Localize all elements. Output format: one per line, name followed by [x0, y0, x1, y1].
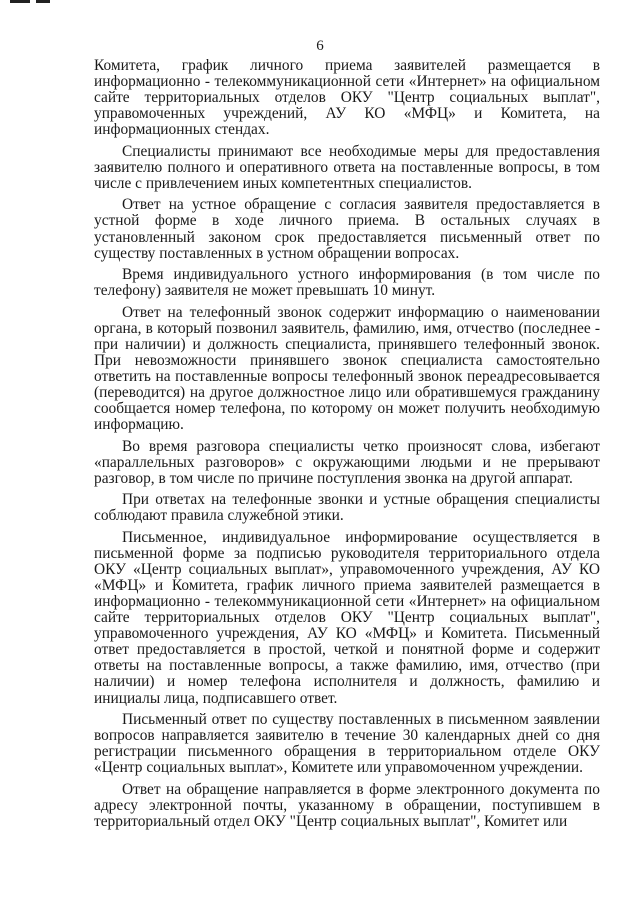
paragraph-10: Ответ на обращение направляется в форме электронного документа по адресу электронной почты, указанному в обращении, поступившем в территориальный отдел ОКУ "Центр социальных выплат", Комитет или — [94, 780, 600, 830]
page-number: 6 — [316, 38, 324, 54]
paragraph-8: Письменное, индивидуальное информирование осуществляется в письменной форме за подписью руководителя территориального отдела ОКУ «Центр социальных выплат», управомоченного учреждения, АУ КО «МФЦ» и Комитета, график личного приема заявителей размещается в информационно - телекоммуникационной сети «Интернет» на официальном сайте территориальных отделов ОКУ "Центр социальных выплат", управомоченного учреждения, АУ КО «МФЦ» и Комитета. Письменный ответ предоставляется в простой, четкой и понятной форме и содержит ответы на поставленные вопросы, а также фамилию, имя, отчество (при наличии) и номер телефона исполнителя и должность, фамилию и инициалы лица, подписавшего ответ. — [94, 528, 600, 707]
paragraph-6: Во время разговора специалисты четко произносят слова, избегают «параллельных разговоров» с окружающими людьми и не прерывают разговор, в том числе по причине поступления звонка на другой аппарат. — [94, 437, 600, 487]
paragraph-2: Специалисты принимают все необходимые меры для предоставления заявителю полного и оперативного ответа на поставленные вопросы, в том числе с привлечением иных компетентных специалистов. — [94, 142, 600, 192]
paragraph-4: Время индивидуального устного информирования (в том числе по телефону) заявителя не может превышать 10 минут. — [94, 266, 600, 300]
document-body — [94, 58, 600, 830]
scan-corner-mark — [10, 0, 56, 4]
paragraph-3: Ответ на устное обращение с согласия заявителя предоставляется в устной форме в ходе личного приема. В остальных случаях в установленный законом срок предоставляется письменный ответ по существу поставленных в устном обращении вопросах. — [94, 196, 600, 262]
paragraph-1: Комитета, график личного приема заявителей размещается в информационно - телекоммуникационной сети «Интернет» на официальном сайте территориальных отделов ОКУ "Центр социальных выплат", управомоченных учреждений, АУ КО «МФЦ» и Комитета, на информационных стендах. — [94, 57, 600, 139]
paragraph-9: Письменный ответ по существу поставленных в письменном заявлении вопросов направляется заявителю в течение 30 календарных дней со дня регистрации письменного обращения в территориальном отделе ОКУ «Центр социальных выплат», Комитете или управомоченном учреждении. — [94, 710, 600, 777]
paragraph-5: Ответ на телефонный звонок содержит информацию о наименовании органа, в который позвонил заявитель, фамилию, имя, отчество (последнее - при наличии) и должность специалиста, принявшего телефонный звонок. При невозможности принявшего звонок специалиста самостоятельно ответить на поставленные вопросы телефонный звонок переадресовывается (переводится) на другое должностное лицо или обратившемуся гражданину сообщается номер телефона, по которому он может получить необходимую информацию. — [94, 303, 600, 434]
paragraph-7: При ответах на телефонные звонки и устные обращения специалисты соблюдают правила служебной этики. — [94, 491, 600, 525]
